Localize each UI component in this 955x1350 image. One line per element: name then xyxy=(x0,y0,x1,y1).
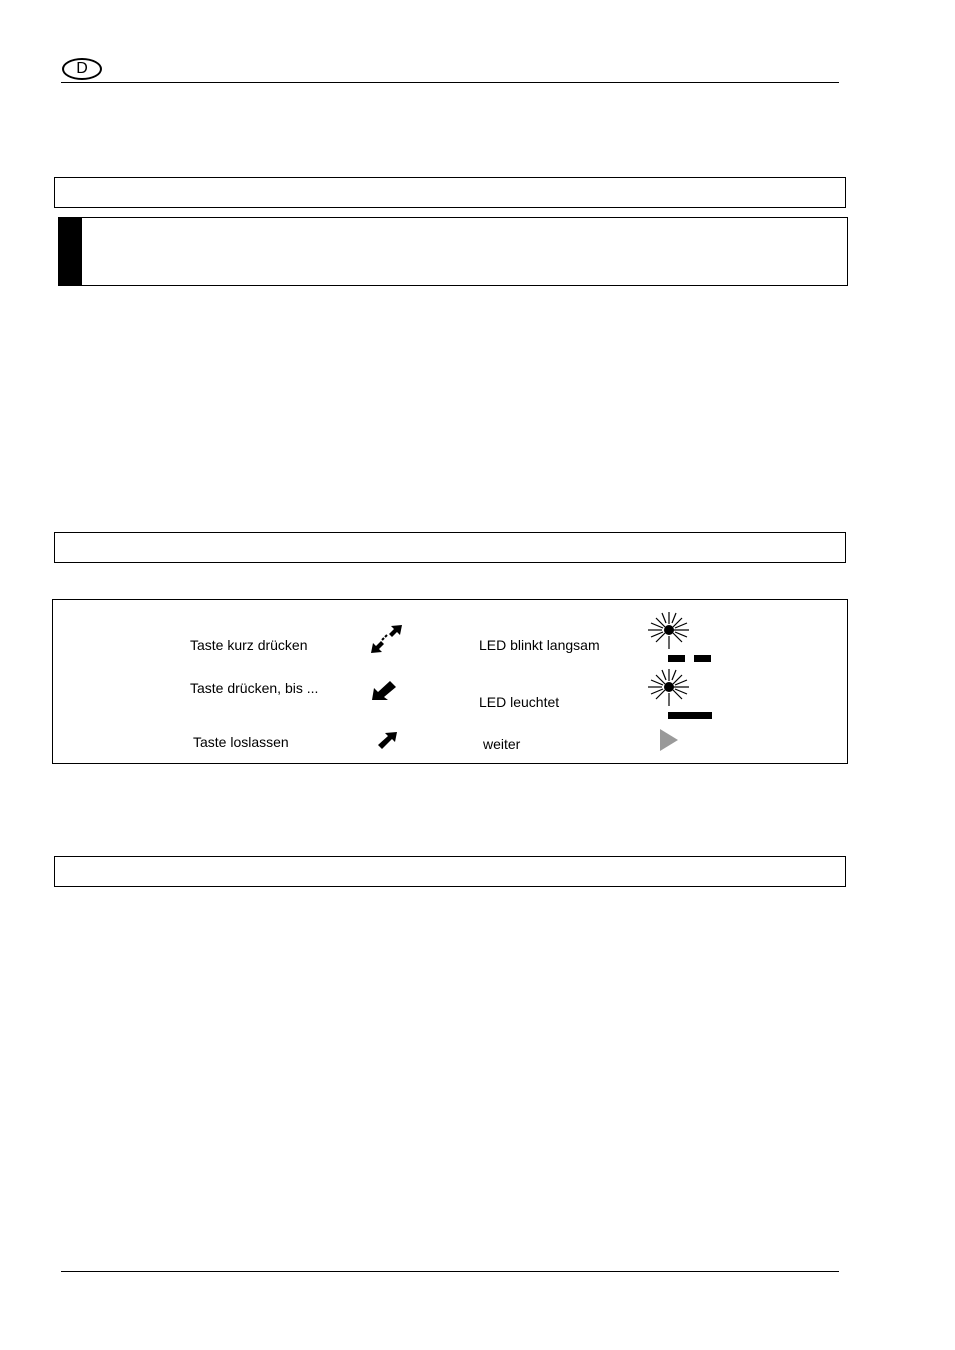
arrow-up-right-icon xyxy=(376,731,398,750)
legend-led-lit-label: LED leuchtet xyxy=(479,694,560,710)
section-heading-box-3 xyxy=(54,856,846,887)
arrow-down-left-icon xyxy=(371,677,399,701)
legend-continue-label: weiter xyxy=(483,736,521,752)
note-box xyxy=(58,217,848,286)
section-heading-box-1 xyxy=(54,177,846,208)
header-rule xyxy=(61,82,839,83)
legend-release-label: Taste loslassen xyxy=(193,734,289,750)
legend-press-until-label: Taste drücken, bis ... xyxy=(190,680,319,696)
led-blink-slow-icon xyxy=(647,611,719,665)
note-marker-bar xyxy=(59,218,82,285)
play-triangle-icon xyxy=(659,728,679,752)
led-steady-icon xyxy=(647,668,719,722)
section-heading-box-2 xyxy=(54,532,846,563)
symbol-legend xyxy=(52,599,848,764)
legend-press-short-label: Taste kurz drücken xyxy=(190,637,308,653)
footer-rule xyxy=(61,1271,839,1272)
language-badge: D xyxy=(62,58,102,80)
legend-led-blink-label: LED blinkt langsam xyxy=(479,637,600,653)
double-arrow-icon xyxy=(369,624,403,654)
